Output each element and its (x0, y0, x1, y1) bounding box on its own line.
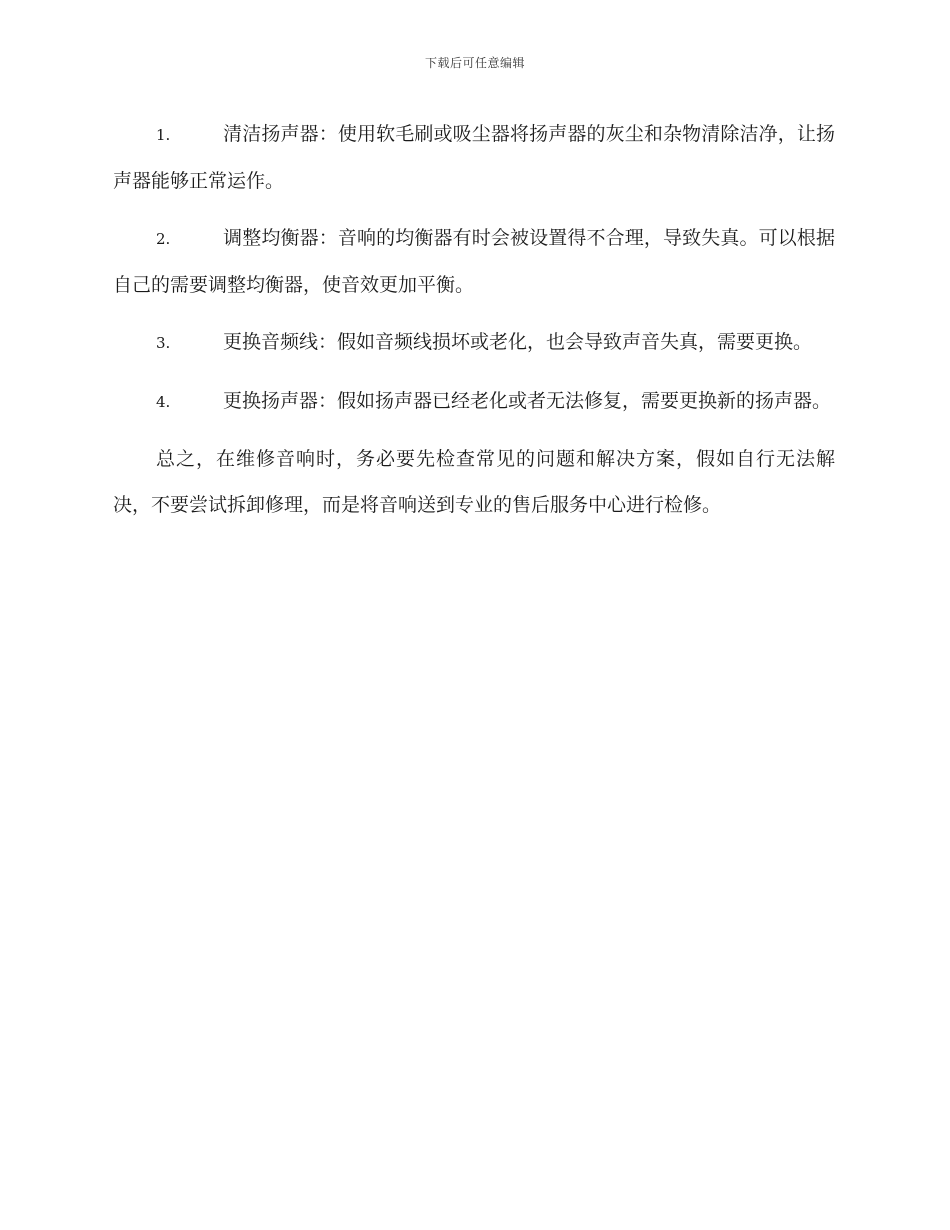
list-item (113, 112, 835, 204)
list-item-number: 1. (156, 126, 171, 144)
document-body (113, 112, 835, 540)
conclusion-paragraph: 总之，在维修音响时，务必要先检查常见的问题和解决方案，假如自行无法解决，不要尝试拆卸修理，而是将音响送到专业的售后服务中心进行检修。 (113, 448, 835, 516)
list-item-text: 更换音频线：假如音频线损坏或老化，也会导致声音失真，需要更换。 (223, 331, 813, 353)
list-item (113, 320, 835, 367)
list-item-number: 2. (156, 230, 171, 248)
list-item-number: 4. (156, 392, 171, 411)
list-item-text: 调整均衡器：音响的均衡器有时会被设置得不合理，导致失真。可以根据自己的需要调整均衡器，使音效更加平衡。 (113, 227, 835, 296)
list-item-text: 清洁扬声器：使用软毛刷或吸尘器将扬声器的灰尘和杂物清除洁净，让扬声器能够正常运作。 (113, 123, 835, 192)
list-item-text: 更换扬声器：假如扬声器已经老化或者无法修复，需要更换新的扬声器。 (223, 389, 832, 412)
list-item (113, 216, 835, 308)
list-item (113, 379, 835, 426)
page-header: 下载后可任意编辑 (424, 56, 525, 70)
list-item-number: 3. (156, 334, 171, 352)
